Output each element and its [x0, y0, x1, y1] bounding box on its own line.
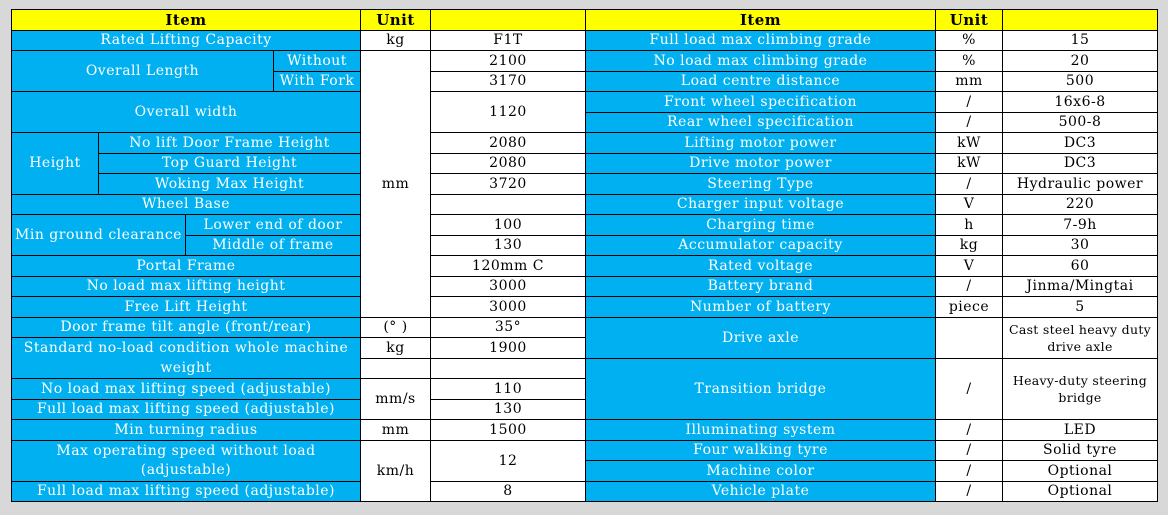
table-row — [586, 358, 1158, 379]
mm-unit: mm — [361, 51, 431, 318]
transition-bridge-unit: / — [936, 358, 1003, 420]
rear-wheel-unit: / — [936, 112, 1003, 133]
rear-wheel-value: 500-8 — [1003, 112, 1158, 133]
table-row — [586, 71, 1158, 92]
length-without-label: Without — [274, 51, 361, 72]
table-row — [12, 276, 586, 297]
op-speed-no-load-label: Max operating speed without load (adjustable) — [12, 440, 361, 481]
front-wheel-label: Front wheel specification — [586, 92, 936, 113]
drive-motor-label: Drive motor power — [586, 153, 936, 174]
portal-frame-label: Portal Frame — [12, 256, 361, 277]
working-max-label: Woking Max Height — [99, 174, 361, 195]
table-row — [586, 235, 1158, 256]
op-speed-no-load-value: 12 — [431, 440, 586, 481]
table-row — [12, 338, 586, 359]
speed-unit: mm/s — [361, 379, 431, 420]
steering-type-unit: / — [936, 174, 1003, 195]
table-row — [586, 440, 1158, 461]
weight-value-blank — [431, 358, 586, 379]
weight-unit-blank — [361, 358, 431, 379]
free-lift-value: 3000 — [431, 297, 586, 318]
full-load-speed-label: Full load max lifting speed (adjustable) — [12, 399, 361, 420]
color-value: Optional — [1003, 461, 1158, 482]
table-row — [12, 481, 586, 502]
weight-value: 1900 — [431, 338, 586, 359]
table-row — [586, 461, 1158, 482]
table-row — [12, 194, 586, 215]
no-load-speed-value: 110 — [431, 379, 586, 400]
table-row — [586, 30, 1158, 51]
plate-label: Vehicle plate — [586, 481, 936, 502]
drive-axle-label: Drive axle — [586, 317, 936, 358]
accumulator-value: 30 — [1003, 235, 1158, 256]
climb-full-unit: % — [936, 30, 1003, 51]
no-load-height-label: No load max lifting height — [12, 276, 361, 297]
header-unit: Unit — [936, 10, 1003, 31]
charging-time-label: Charging time — [586, 215, 936, 236]
no-load-height-value: 3000 — [431, 276, 586, 297]
battery-count-value: 5 — [1003, 297, 1158, 318]
table-row — [12, 133, 586, 154]
right-header-row — [586, 10, 1158, 31]
charging-time-value: 7-9h — [1003, 215, 1158, 236]
transition-bridge-value: Heavy-duty steering bridge — [1003, 358, 1158, 420]
top-guard-label: Top Guard Height — [99, 153, 361, 174]
spec-sheet — [11, 9, 1157, 502]
rated-voltage-label: Rated voltage — [586, 256, 936, 277]
op-speed-full-load-label: Full load max lifting speed (adjustable) — [12, 481, 361, 502]
table-row — [586, 297, 1158, 318]
left-spec-table — [11, 9, 586, 502]
header-item: Item — [586, 10, 936, 31]
table-row — [12, 174, 586, 195]
battery-brand-unit: / — [936, 276, 1003, 297]
lifting-motor-unit: kW — [936, 133, 1003, 154]
tyre-value: Solid tyre — [1003, 440, 1158, 461]
table-row — [12, 379, 586, 400]
steering-type-value: Hydraulic power — [1003, 174, 1158, 195]
color-label: Machine color — [586, 461, 936, 482]
charger-voltage-value: 220 — [1003, 194, 1158, 215]
table-row — [12, 440, 586, 461]
op-speed-unit: km/h — [361, 440, 431, 502]
top-guard-value: 2080 — [431, 153, 586, 174]
tyre-unit: / — [936, 440, 1003, 461]
table-row — [12, 399, 586, 420]
rated-voltage-unit: V — [936, 256, 1003, 277]
middle-frame-value: 130 — [431, 235, 586, 256]
rated-voltage-value: 60 — [1003, 256, 1158, 277]
table-row — [12, 153, 586, 174]
lighting-value: LED — [1003, 420, 1158, 441]
weight-unit: kg — [361, 338, 431, 359]
transition-bridge-label: Transition bridge — [586, 358, 936, 420]
overall-width-value: 1120 — [431, 92, 586, 133]
wheel-base-value — [431, 194, 586, 215]
table-row — [586, 481, 1158, 502]
table-row — [12, 215, 586, 236]
no-load-speed-label: No load max lifting speed (adjustable) — [12, 379, 361, 400]
climb-full-value: 15 — [1003, 30, 1158, 51]
op-speed-full-load-value: 8 — [431, 481, 586, 502]
charger-voltage-unit: V — [936, 194, 1003, 215]
length-with-fork-value: 3170 — [431, 71, 586, 92]
no-lift-height-value: 2080 — [431, 133, 586, 154]
battery-count-label: Number of battery — [586, 297, 936, 318]
drive-axle-value: Cast steel heavy duty drive axle — [1003, 317, 1158, 358]
table-row — [586, 92, 1158, 113]
charging-time-unit: h — [936, 215, 1003, 236]
battery-brand-label: Battery brand — [586, 276, 936, 297]
working-max-value: 3720 — [431, 174, 586, 195]
capacity-unit: kg — [361, 30, 431, 51]
color-unit: / — [936, 461, 1003, 482]
plate-unit: / — [936, 481, 1003, 502]
table-row — [586, 215, 1158, 236]
charger-voltage-label: Charger input voltage — [586, 194, 936, 215]
middle-frame-label: Middle of frame — [186, 235, 361, 256]
lighting-unit: / — [936, 420, 1003, 441]
table-row — [586, 112, 1158, 133]
left-header-row — [12, 10, 586, 31]
battery-count-unit: piece — [936, 297, 1003, 318]
table-row — [586, 133, 1158, 154]
lower-end-value: 100 — [431, 215, 586, 236]
lifting-motor-label: Lifting motor power — [586, 133, 936, 154]
climb-full-label: Full load max climbing grade — [586, 30, 936, 51]
capacity-value: F1T — [431, 30, 586, 51]
table-row — [12, 317, 586, 338]
table-row — [586, 420, 1158, 441]
climb-no-load-value: 20 — [1003, 51, 1158, 72]
tilt-angle-label: Door frame tilt angle (front/rear) — [12, 317, 361, 338]
length-without-value: 2100 — [431, 51, 586, 72]
lighting-label: Illuminating system — [586, 420, 936, 441]
table-row — [12, 297, 586, 318]
battery-brand-value: Jinma/Mingtai — [1003, 276, 1158, 297]
accumulator-unit: kg — [936, 235, 1003, 256]
front-wheel-value: 16x6-8 — [1003, 92, 1158, 113]
lower-end-label: Lower end of door — [186, 215, 361, 236]
table-row — [586, 276, 1158, 297]
tilt-angle-value: 35° — [431, 317, 586, 338]
turning-radius-unit: mm — [361, 420, 431, 441]
turning-radius-label: Min turning radius — [12, 420, 361, 441]
table-row — [586, 194, 1158, 215]
lifting-motor-value: DC3 — [1003, 133, 1158, 154]
tilt-angle-unit: (° ) — [361, 317, 431, 338]
front-wheel-unit: / — [936, 92, 1003, 113]
right-spec-table — [585, 9, 1158, 502]
drive-motor-unit: kW — [936, 153, 1003, 174]
header-value — [431, 10, 586, 31]
table-row — [586, 174, 1158, 195]
steering-type-label: Steering Type — [586, 174, 936, 195]
table-row — [12, 256, 586, 277]
free-lift-label: Free Lift Height — [12, 297, 361, 318]
table-row — [12, 51, 586, 72]
table-row — [586, 256, 1158, 277]
turning-radius-value: 1500 — [431, 420, 586, 441]
table-row — [586, 317, 1158, 338]
load-centre-unit: mm — [936, 71, 1003, 92]
accumulator-label: Accumulator capacity — [586, 235, 936, 256]
climb-no-load-unit: % — [936, 51, 1003, 72]
portal-frame-value: 120mm C — [431, 256, 586, 277]
drive-motor-value: DC3 — [1003, 153, 1158, 174]
overall-length-label: Overall Length — [12, 51, 274, 92]
weight-label: Standard no-load condition whole machine weight — [12, 338, 361, 379]
table-row — [12, 420, 586, 441]
load-centre-value: 500 — [1003, 71, 1158, 92]
length-with-fork-label: With Fork — [274, 71, 361, 92]
header-value — [1003, 10, 1158, 31]
table-row — [12, 92, 586, 113]
height-label: Height — [12, 133, 99, 195]
table-row — [586, 153, 1158, 174]
wheel-base-label: Wheel Base — [12, 194, 361, 215]
capacity-label: Rated Lifting Capacity — [12, 30, 361, 51]
header-unit: Unit — [361, 10, 431, 31]
plate-value: Optional — [1003, 481, 1158, 502]
tyre-label: Four walking tyre — [586, 440, 936, 461]
climb-no-load-label: No load max climbing grade — [586, 51, 936, 72]
full-load-speed-value: 130 — [431, 399, 586, 420]
table-row — [586, 51, 1158, 72]
ground-clearance-label: Min ground clearance — [12, 215, 186, 256]
header-item: Item — [12, 10, 361, 31]
drive-axle-unit — [936, 317, 1003, 358]
table-row — [12, 30, 586, 51]
overall-width-label: Overall width — [12, 92, 361, 133]
rear-wheel-label: Rear wheel specification — [586, 112, 936, 133]
load-centre-label: Load centre distance — [586, 71, 936, 92]
no-lift-height-label: No lift Door Frame Height — [99, 133, 361, 154]
